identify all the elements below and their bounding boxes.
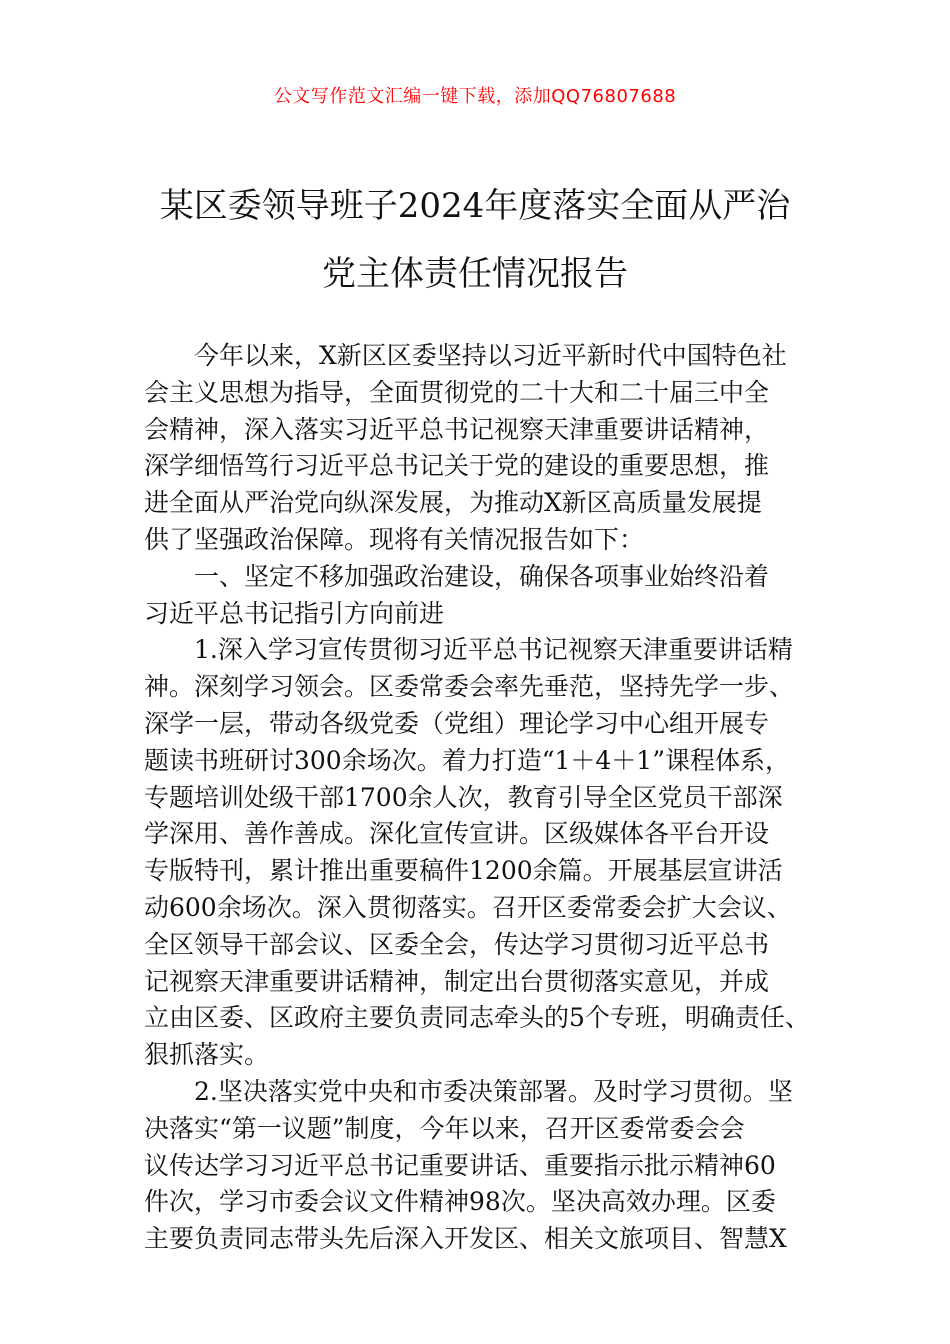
paragraph-line: 1.深入学习宣传贯彻习近平总书记视察天津重要讲话精	[194, 635, 793, 665]
page-title-line-2: 党主体责任情况报告	[322, 254, 628, 294]
paragraph-line: 专题培训处级干部1700余人次，教育引导全区党员干部深	[144, 782, 783, 812]
paragraph-line: 全区领导干部会议、区委全会，传达学习贯彻习近平总书	[144, 929, 770, 959]
paragraph-line: 会精神，深入落实习近平总书记视察天津重要讲话精神，	[144, 414, 770, 444]
page-title-line-1: 某区委领导班子2024年度落实全面从严治	[159, 186, 791, 226]
paragraph-line: 题读书班研讨300余场次。着力打造“1＋4＋1”课程体系，	[144, 745, 790, 775]
paragraph-line: 立由区委、区政府主要负责同志牵头的5个专班，明确责任、	[144, 1003, 810, 1033]
paragraph-line: 会主义思想为指导，全面贯彻党的二十大和二十届三中全	[144, 377, 770, 407]
paragraph-line: 主要负责同志带头先后深入开发区、相关文旅项目、智慧X	[144, 1224, 787, 1254]
section-heading-line: 一、坚定不移加强政治建设，确保各项事业始终沿着	[194, 561, 770, 591]
paragraph-line: 专版特刊，累计推出重要稿件1200余篇。开展基层宣讲活	[144, 856, 783, 886]
paragraph-line: 记视察天津重要讲话精神，制定出台贯彻落实意见，并成	[144, 966, 770, 996]
paragraph-line: 供了坚强政治保障。现将有关情况报告如下：	[144, 524, 645, 554]
paragraph-line: 狠抓落实。	[144, 1040, 270, 1070]
paragraph-line: 神。深刻学习领会。区委常委会率先垂范，坚持先学一步、	[144, 672, 795, 702]
paragraph-line: 2.坚决落实党中央和市委决策部署。及时学习贯彻。坚	[194, 1076, 793, 1106]
paragraph-line: 决落实“第一议题”制度，今年以来，召开区委常委会会	[144, 1113, 745, 1143]
paragraph-line: 件次，学习市委会议文件精神98次。坚决高效办理。区委	[144, 1187, 776, 1217]
section-heading-line: 习近平总书记指引方向前进	[144, 598, 445, 628]
paragraph-line: 议传达学习习近平总书记重要讲话、重要指示批示精神60	[144, 1150, 776, 1180]
paragraph-line: 深学细悟笃行习近平总书记关于党的建设的重要思想，推	[144, 451, 770, 481]
paragraph-line: 进全面从严治党向纵深发展，为推动X新区高质量发展提	[144, 488, 762, 518]
report-body	[144, 338, 824, 1258]
paragraph-line: 深学一层，带动各级党委（党组）理论学习中心组开展专	[144, 708, 770, 738]
paragraph-line: 今年以来，X新区区委坚持以习近平新时代中国特色社	[194, 341, 787, 370]
paragraph-line: 学深用、善作善成。深化宣传宣讲。区级媒体各平台开设	[144, 819, 770, 849]
paragraph-line: 动600余场次。深入贯彻落实。召开区委常委会扩大会议、	[144, 892, 792, 922]
download-banner: 公文写作范文汇编一键下载，添加QQ76807688	[273, 86, 677, 107]
